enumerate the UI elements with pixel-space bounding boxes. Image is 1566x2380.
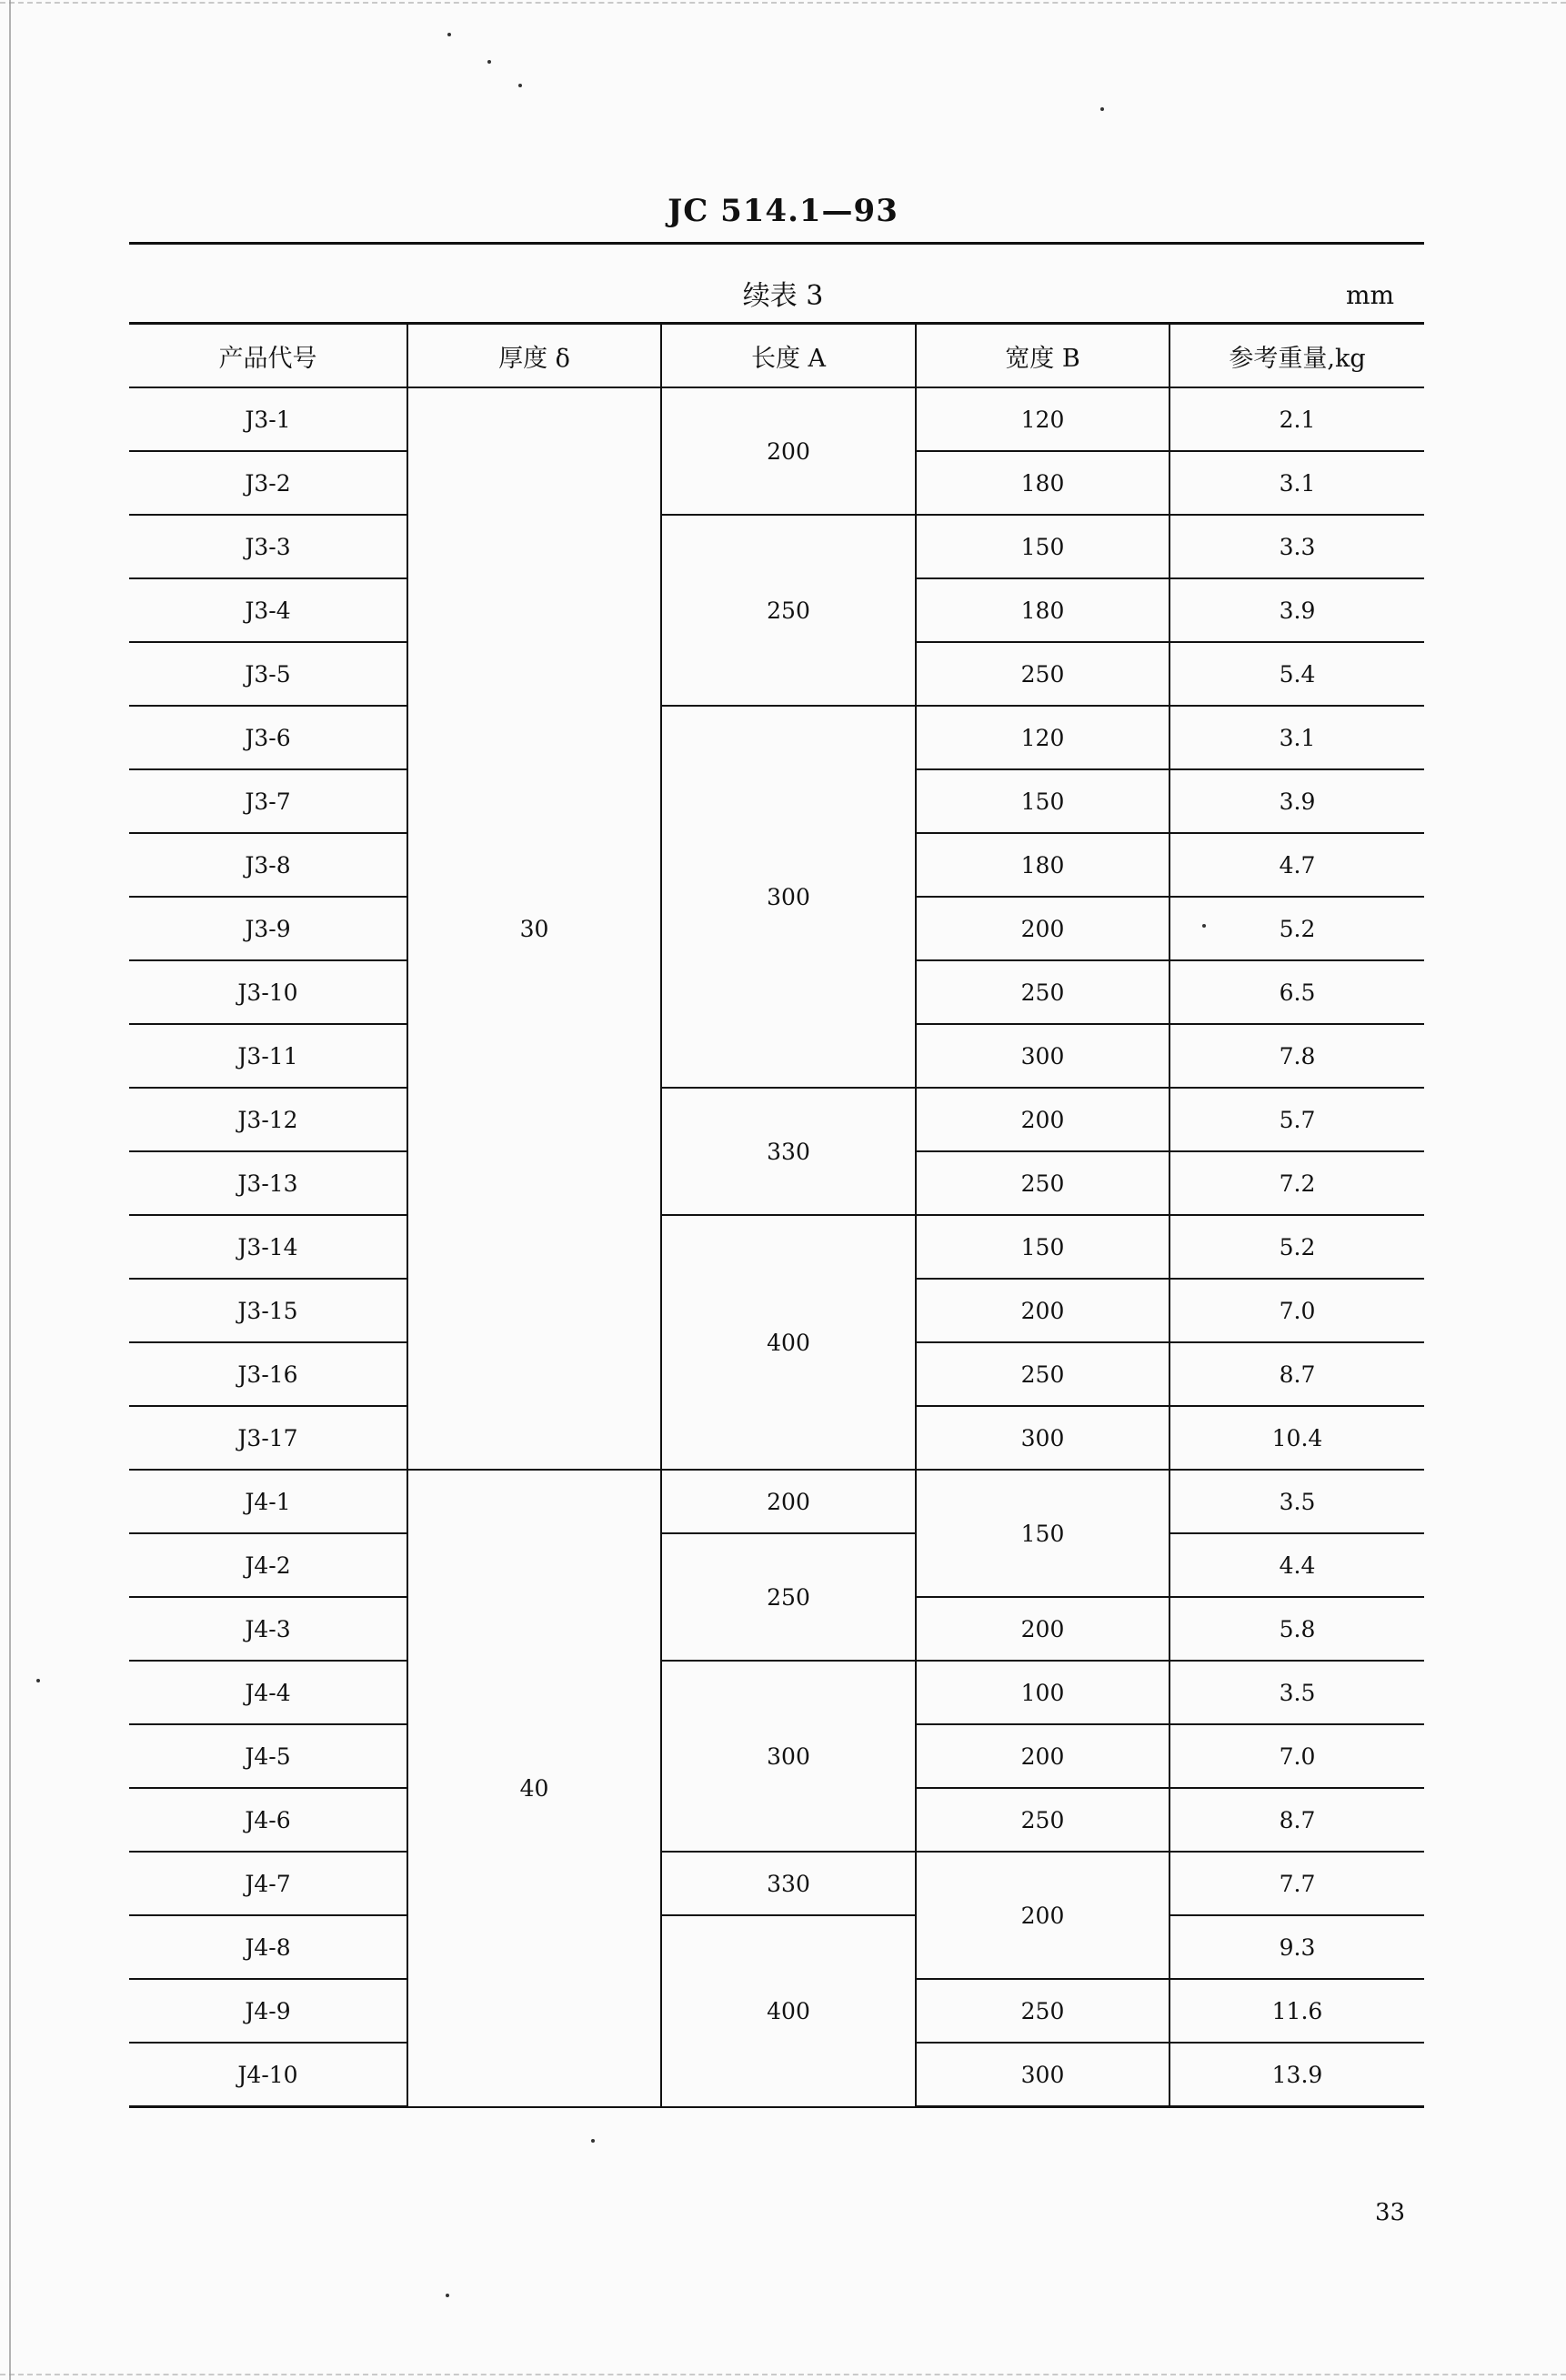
cell-weight: 9.3 <box>1169 1915 1424 1979</box>
cell-width: 250 <box>916 1788 1169 1852</box>
table-row <box>129 1215 1424 1279</box>
cell-weight: 7.7 <box>1169 1852 1424 1915</box>
cell-width: 300 <box>916 2043 1169 2107</box>
cell-length: 250 <box>661 515 916 706</box>
page-edge-bottom <box>0 2374 1566 2376</box>
cell-width: 100 <box>916 1661 1169 1724</box>
table-row <box>129 1533 1424 1597</box>
cell-weight: 5.2 <box>1169 1215 1424 1279</box>
cell-product-code: J3-17 <box>129 1406 407 1470</box>
cell-width: 180 <box>916 451 1169 515</box>
table-row <box>129 1915 1424 1979</box>
cell-width: 200 <box>916 1279 1169 1342</box>
page-edge-top <box>0 2 1566 5</box>
table-caption: 续表 3 <box>742 280 824 312</box>
page-number: 33 <box>1375 2199 1406 2226</box>
cell-product-code: J3-13 <box>129 1151 407 1215</box>
cell-width: 250 <box>916 960 1169 1024</box>
cell-weight: 8.7 <box>1169 1788 1424 1852</box>
cell-weight: 3.9 <box>1169 578 1424 642</box>
cell-product-code: J4-1 <box>129 1470 407 1533</box>
table-row <box>129 515 1424 578</box>
cell-weight: 7.0 <box>1169 1279 1424 1342</box>
cell-width: 200 <box>916 1852 1169 1979</box>
cell-product-code: J3-10 <box>129 960 407 1024</box>
cell-product-code: J4-3 <box>129 1597 407 1661</box>
cell-product-code: J3-7 <box>129 769 407 833</box>
cell-weight: 7.0 <box>1169 1724 1424 1788</box>
cell-width: 150 <box>916 1215 1169 1279</box>
scan-speck <box>1202 924 1206 928</box>
cell-length: 330 <box>661 1088 916 1215</box>
table-header-row <box>129 324 1424 388</box>
header-width: 宽度 B <box>916 324 1169 388</box>
table-row <box>129 387 1424 451</box>
table-row <box>129 1088 1424 1151</box>
cell-weight: 5.4 <box>1169 642 1424 706</box>
cell-product-code: J4-5 <box>129 1724 407 1788</box>
cell-product-code: J3-5 <box>129 642 407 706</box>
cell-width: 120 <box>916 387 1169 451</box>
cell-product-code: J4-2 <box>129 1533 407 1597</box>
cell-width: 250 <box>916 1342 1169 1406</box>
cell-product-code: J3-2 <box>129 451 407 515</box>
cell-weight: 2.1 <box>1169 387 1424 451</box>
cell-product-code: J3-4 <box>129 578 407 642</box>
cell-weight: 10.4 <box>1169 1406 1424 1470</box>
cell-weight: 6.5 <box>1169 960 1424 1024</box>
spec-table <box>129 322 1424 2108</box>
cell-weight: 8.7 <box>1169 1342 1424 1406</box>
cell-product-code: J4-6 <box>129 1788 407 1852</box>
cell-product-code: J3-3 <box>129 515 407 578</box>
cell-width: 250 <box>916 1151 1169 1215</box>
cell-length: 330 <box>661 1852 916 1915</box>
cell-width: 180 <box>916 578 1169 642</box>
unit-label: mm <box>1346 280 1395 310</box>
cell-product-code: J3-8 <box>129 833 407 897</box>
table-row <box>129 1470 1424 1533</box>
cell-width: 150 <box>916 515 1169 578</box>
cell-length: 400 <box>661 1915 916 2107</box>
cell-weight: 5.2 <box>1169 897 1424 960</box>
cell-weight: 5.8 <box>1169 1597 1424 1661</box>
scan-speck <box>447 33 451 36</box>
header-thickness: 厚度 δ <box>407 324 661 388</box>
cell-weight: 3.1 <box>1169 451 1424 515</box>
header-rule <box>129 242 1424 245</box>
cell-weight: 3.3 <box>1169 515 1424 578</box>
cell-product-code: J3-15 <box>129 1279 407 1342</box>
cell-product-code: J4-7 <box>129 1852 407 1915</box>
cell-length: 200 <box>661 387 916 515</box>
cell-width: 200 <box>916 897 1169 960</box>
cell-thickness: 40 <box>407 1470 661 2107</box>
scan-speck <box>446 2294 449 2297</box>
cell-product-code: J3-6 <box>129 706 407 769</box>
cell-product-code: J3-12 <box>129 1088 407 1151</box>
scan-speck <box>518 84 522 87</box>
page-edge-left <box>9 0 11 2380</box>
header-product-code: 产品代号 <box>129 324 407 388</box>
cell-product-code: J4-10 <box>129 2043 407 2107</box>
cell-product-code: J3-11 <box>129 1024 407 1088</box>
cell-weight: 3.5 <box>1169 1470 1424 1533</box>
cell-product-code: J4-9 <box>129 1979 407 2043</box>
cell-width: 150 <box>916 769 1169 833</box>
cell-product-code: J3-16 <box>129 1342 407 1406</box>
cell-length: 300 <box>661 706 916 1088</box>
scan-speck <box>487 60 491 64</box>
scan-speck <box>591 2139 595 2143</box>
scan-speck <box>1100 107 1104 111</box>
cell-length: 200 <box>661 1470 916 1533</box>
cell-product-code: J3-14 <box>129 1215 407 1279</box>
cell-product-code: J3-1 <box>129 387 407 451</box>
cell-length: 300 <box>661 1661 916 1852</box>
cell-width: 250 <box>916 1979 1169 2043</box>
cell-width: 250 <box>916 642 1169 706</box>
document-code: JC 514.1—93 <box>668 193 898 229</box>
cell-width: 300 <box>916 1024 1169 1088</box>
cell-width: 180 <box>916 833 1169 897</box>
table-row <box>129 706 1424 769</box>
cell-weight: 4.7 <box>1169 833 1424 897</box>
cell-width: 200 <box>916 1088 1169 1151</box>
cell-weight: 13.9 <box>1169 2043 1424 2107</box>
table-row <box>129 1661 1424 1724</box>
cell-length: 400 <box>661 1215 916 1470</box>
cell-width: 200 <box>916 1597 1169 1661</box>
cell-weight: 7.8 <box>1169 1024 1424 1088</box>
cell-width: 300 <box>916 1406 1169 1470</box>
cell-weight: 4.4 <box>1169 1533 1424 1597</box>
cell-weight: 3.5 <box>1169 1661 1424 1724</box>
table-row <box>129 1852 1424 1915</box>
cell-width: 120 <box>916 706 1169 769</box>
header-weight: 参考重量,kg <box>1169 324 1424 388</box>
cell-weight: 11.6 <box>1169 1979 1424 2043</box>
cell-width: 150 <box>916 1470 1169 1597</box>
scan-speck <box>36 1679 40 1682</box>
cell-weight: 3.9 <box>1169 769 1424 833</box>
cell-product-code: J4-8 <box>129 1915 407 1979</box>
cell-product-code: J3-9 <box>129 897 407 960</box>
header-length: 长度 A <box>661 324 916 388</box>
cell-weight: 7.2 <box>1169 1151 1424 1215</box>
cell-thickness: 30 <box>407 387 661 1470</box>
cell-product-code: J4-4 <box>129 1661 407 1724</box>
cell-weight: 3.1 <box>1169 706 1424 769</box>
cell-length: 250 <box>661 1533 916 1661</box>
cell-width: 200 <box>916 1724 1169 1788</box>
cell-weight: 5.7 <box>1169 1088 1424 1151</box>
